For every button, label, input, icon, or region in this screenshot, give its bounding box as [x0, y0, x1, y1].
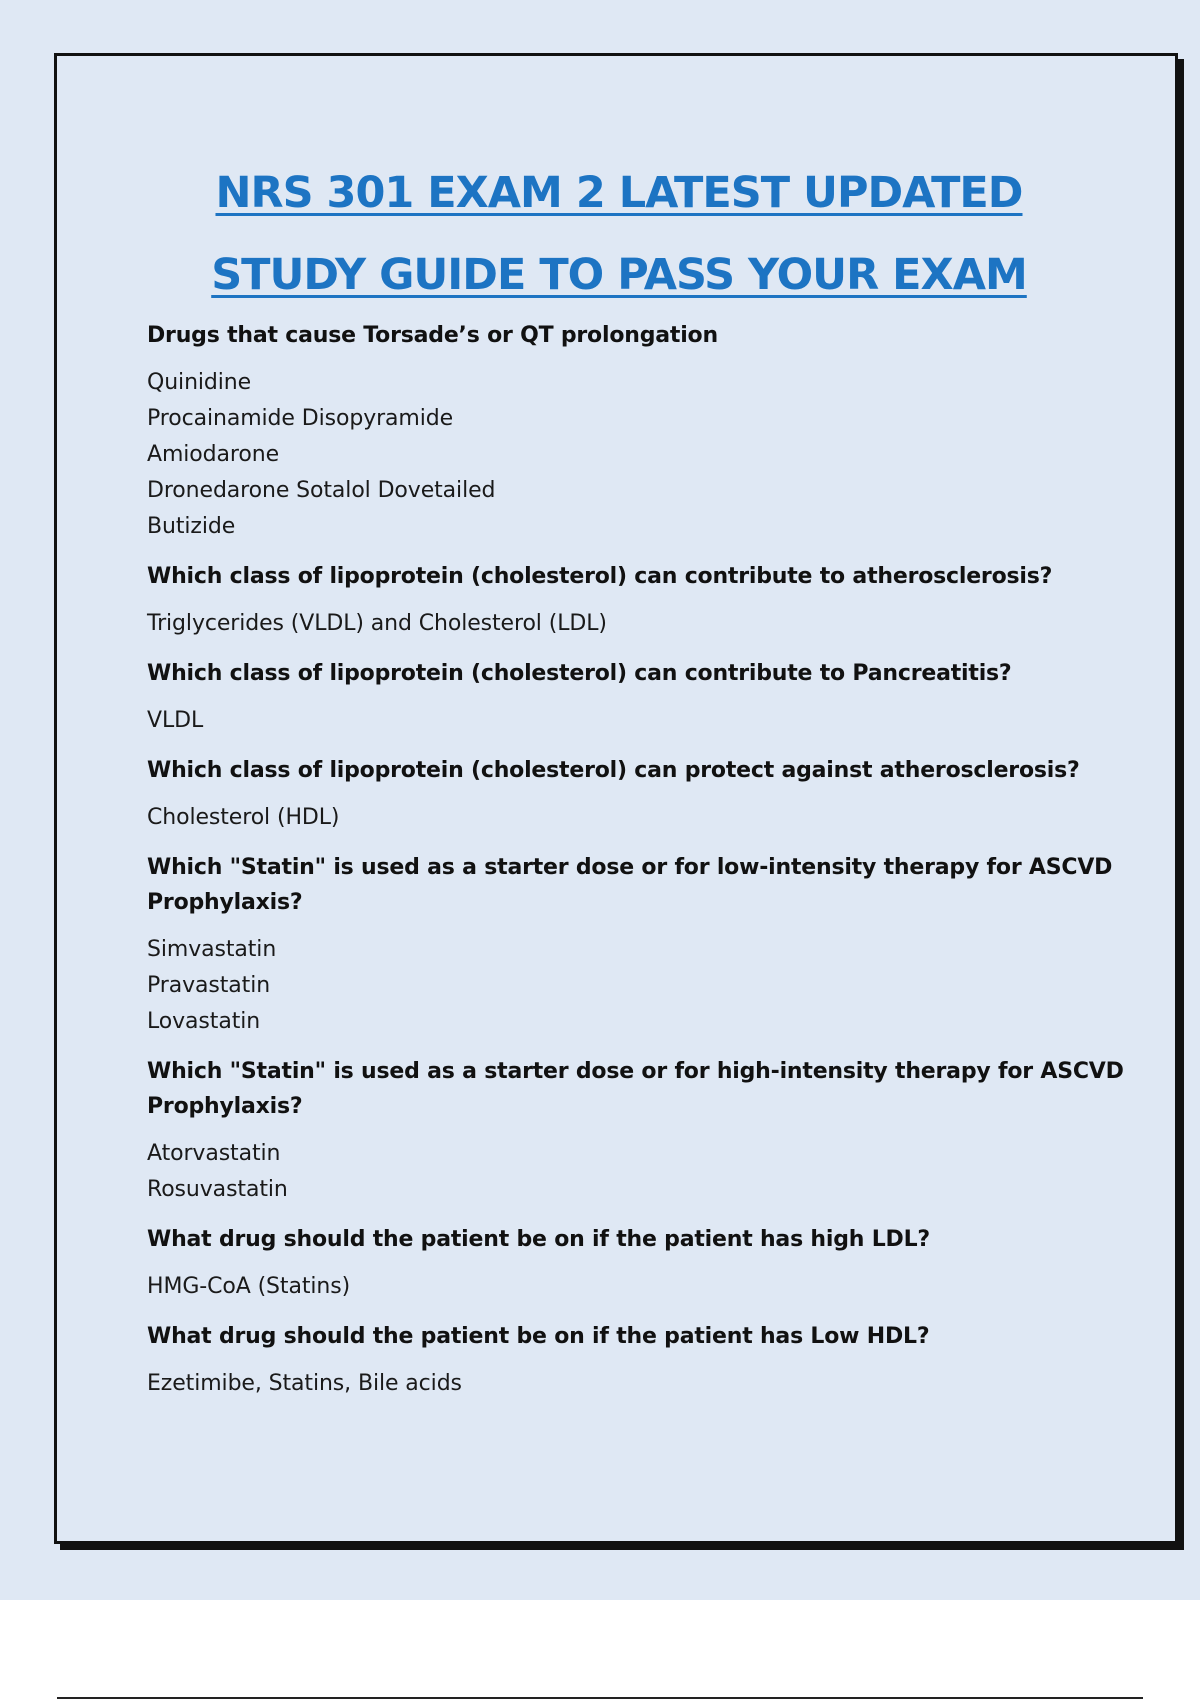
title-line-2: STUDY GUIDE TO PASS YOUR EXAM — [211, 250, 1027, 300]
answer-line: Cholesterol (HDL) — [147, 805, 340, 830]
document-frame — [54, 53, 1178, 1544]
answer-block — [147, 703, 1137, 739]
question-heading: Which class of lipoprotein (cholesterol) can contribute to atherosclerosis? — [147, 564, 1053, 589]
answer-line: Amiodarone — [147, 442, 279, 467]
question-heading: What drug should the patient be on if the patient has high LDL? — [147, 1227, 930, 1252]
title-line-1: NRS 301 EXAM 2 LATEST UPDATED — [215, 168, 1023, 218]
question-heading: Which class of lipoprotein (cholesterol) can protect against atherosclerosis? — [147, 758, 1080, 783]
answer-block — [147, 365, 1137, 545]
study-guide-content — [147, 318, 1137, 1416]
footer-divider — [57, 1697, 1143, 1699]
answer-block — [147, 932, 1137, 1040]
question-heading: Drugs that cause Torsade’s or QT prolongation — [147, 323, 718, 348]
answer-line: Pravastatin — [147, 973, 271, 998]
answer-line: Dronedarone Sotalol Dovetailed — [147, 478, 496, 503]
answer-line: Quinidine — [147, 370, 252, 395]
answer-block — [147, 1269, 1137, 1305]
answer-block — [147, 606, 1137, 642]
answer-block — [147, 800, 1137, 836]
answer-line: Butizide — [147, 514, 236, 539]
answer-line: Triglycerides (VLDL) and Cholesterol (LDL) — [147, 611, 607, 636]
answer-line: VLDL — [147, 708, 204, 733]
answer-line: HMG-CoA (Statins) — [147, 1274, 351, 1299]
answer-line: Rosuvastatin — [147, 1177, 288, 1202]
document-title — [57, 152, 1181, 316]
answer-block — [147, 1366, 1137, 1402]
question-heading: Which class of lipoprotein (cholesterol) can contribute to Pancreatitis? — [147, 661, 1012, 686]
question-heading: Which "Statin" is used as a starter dose or for low-intensity therapy for ASCVD Prophylaxis? — [147, 855, 1113, 915]
question-heading: Which "Statin" is used as a starter dose or for high-intensity therapy for ASCVD Prophylaxis? — [147, 1059, 1124, 1119]
question-heading: What drug should the patient be on if the patient has Low HDL? — [147, 1324, 930, 1349]
answer-line: Atorvastatin — [147, 1141, 281, 1166]
answer-line: Lovastatin — [147, 1009, 261, 1034]
answer-line: Simvastatin — [147, 937, 277, 962]
answer-line: Procainamide Disopyramide — [147, 406, 454, 431]
answer-block — [147, 1136, 1137, 1208]
answer-line: Ezetimibe, Statins, Bile acids — [147, 1371, 462, 1396]
